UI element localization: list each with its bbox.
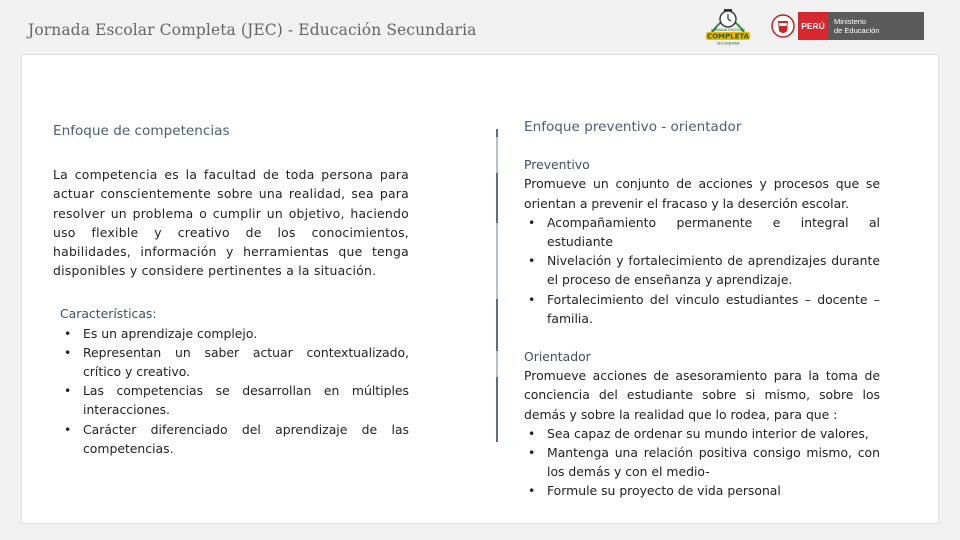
right-column [524,118,880,501]
features-item-3: • Las competencias se desarrollan en múltiples interacciones. [60,381,409,419]
features-title: Características: [60,306,157,322]
competencies-paragraph: La competencia es la facultad de toda persona para actuar conscientemente sobre una realidad, sea para resolver un problema o cumplir un objetivo, haciendo uso flexible y creativo de los conocimientos, habilidades, información y herramientas que tenga disponibles y considere pertinentes a la situación. [53,167,409,279]
orientador-item-1: • Sea capaz de ordenar su mundo interior de valores, [524,424,880,443]
preventive-block [524,155,880,328]
column-divider [496,129,498,442]
orientador-list [524,424,880,501]
preventive-item-1: • Acompañamiento permanente e integral al estudiante [524,213,880,251]
competencies-heading: Enfoque de competencias [53,123,230,139]
features-item-4: • Carácter diferenciado del aprendizaje de las competencias. [60,420,409,458]
preventive-item-3: • Fortalecimiento del vinculo estudiantes – docente – familia. [524,290,880,328]
left-column [53,122,409,458]
features-list [60,324,409,458]
orientador-text: Promueve acciones de asesoramiento para la toma de conciencia del estudiante sobre si mismo, sobre los demás y sobre la realidad que lo rodea, para que : [524,368,880,422]
preventive-title: Preventivo [524,157,590,173]
peru-label: PERÚ [801,21,825,31]
peru-ministry-logo [770,10,924,42]
jec-logo-line2: COMPLETA [706,32,750,41]
preventive-list [524,213,880,328]
header-title: Jornada Escolar Completa (JEC) - Educación Secundaria [28,21,477,39]
orientador-block [524,347,880,501]
orientador-item-3: • Formule su proyecto de vida personal [524,481,880,500]
preventive-orientador-heading: Enfoque preventivo - orientador [524,119,742,135]
header-bar [0,0,960,52]
ministry-label-line1: Ministerio [834,17,867,26]
features-item-2: • Representan un saber actuar contextualizado, crítico y creativo. [60,343,409,381]
jec-logo-line1: JORNADA ESCOLAR [711,28,745,32]
orientador-title: Orientador [524,349,591,365]
orientador-item-2: • Mantenga una relación positiva consigo mismo, con los demás y con el medio- [524,443,880,481]
features-block [53,304,409,458]
features-item-1: • Es un aprendizaje complejo. [60,324,409,343]
jec-logo [700,6,756,46]
ministry-label-line2: de Educación [834,26,880,35]
preventive-item-2: • Nivelación y fortalecimiento de aprendizajes durante el proceso de enseñanza y aprendizaje. [524,251,880,289]
jec-logo-line3: SECUNDARIA [716,41,740,46]
preventive-text: Promueve un conjunto de acciones y procesos que se orientan a prevenir el fracaso y la deserción escolar. [524,176,880,211]
